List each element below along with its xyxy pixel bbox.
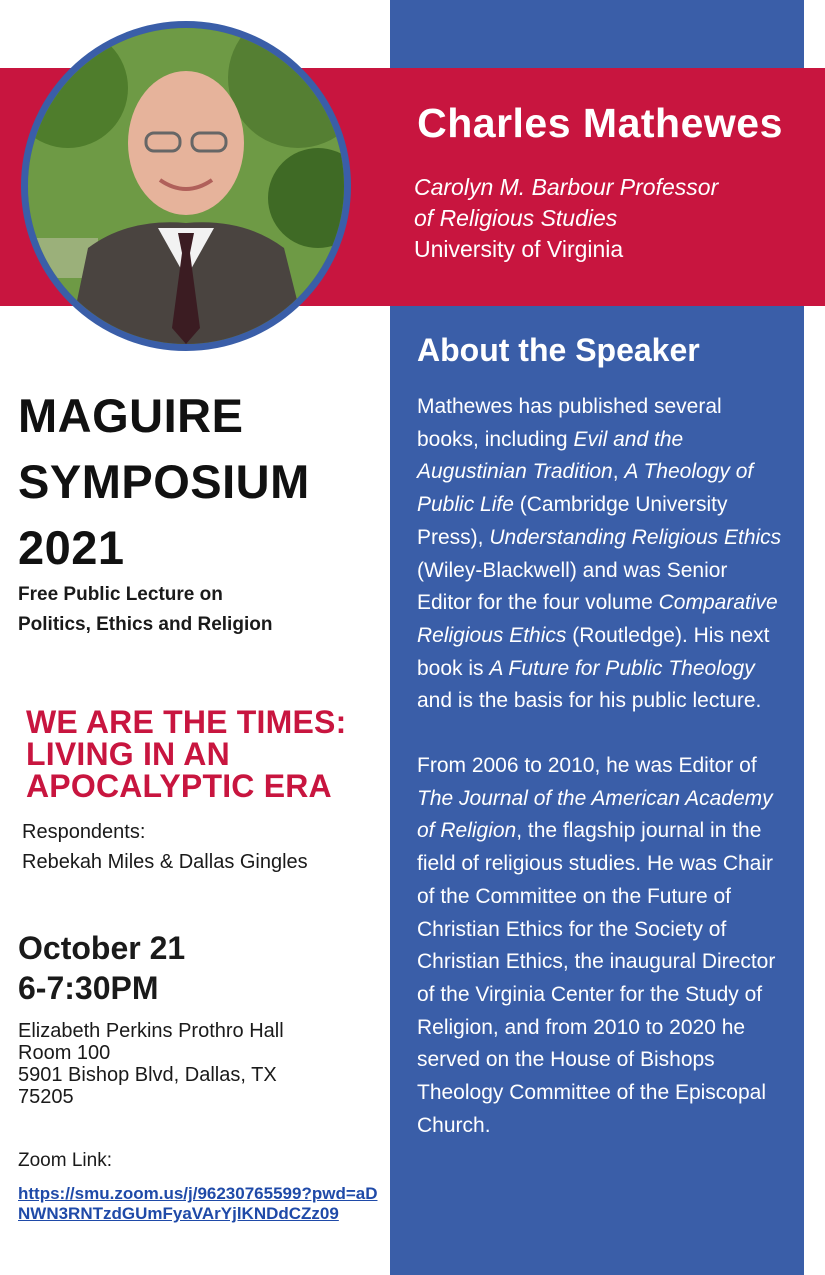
lecture-title-line3: APOCALYPTIC ERA bbox=[26, 768, 332, 804]
venue-line3: 5901 Bishop Blvd, Dallas, TX bbox=[18, 1064, 277, 1086]
respondents bbox=[22, 817, 308, 877]
speaker-name: Charles Mathewes bbox=[417, 100, 783, 146]
lecture-title bbox=[26, 706, 381, 802]
event-date: October 21 bbox=[18, 930, 186, 966]
speaker-title-line1: Carolyn M. Barbour Professor bbox=[414, 174, 719, 200]
respondents-names: Rebekah Miles & Dallas Gingles bbox=[22, 851, 308, 873]
speaker-title-line2: of Religious Studies bbox=[414, 205, 618, 231]
lecture-title-line2: LIVING IN AN bbox=[26, 736, 230, 772]
event-datetime bbox=[18, 928, 185, 1008]
venue-line1: Elizabeth Perkins Prothro Hall bbox=[18, 1020, 284, 1042]
speaker-affiliation: University of Virginia bbox=[414, 236, 624, 262]
event-subtitle bbox=[18, 580, 272, 640]
event-time: 6-7:30PM bbox=[18, 970, 159, 1006]
speaker-bio bbox=[417, 391, 787, 1142]
speaker-photo-illustration bbox=[28, 28, 344, 344]
event-subtitle-line1: Free Public Lecture on bbox=[18, 584, 223, 605]
zoom-label: Zoom Link: bbox=[18, 1150, 112, 1171]
zoom-link[interactable]: https://smu.zoom.us/j/96230765599?pwd=aDNWN3RNTzdGUmFyaVArYjlKNDdCZz09 bbox=[18, 1184, 378, 1223]
about-heading: About the Speaker bbox=[417, 332, 700, 368]
event-subtitle-line2: Politics, Ethics and Religion bbox=[18, 614, 273, 635]
speaker-photo bbox=[21, 21, 351, 351]
event-title-line1: MAGUIRE bbox=[18, 389, 244, 442]
event-title-line2: SYMPOSIUM bbox=[18, 455, 310, 508]
bio-paragraph-1: Mathewes has published several books, including Evil and the Augustinian Tradition, A Theology of Public Life (Cambridge University Press), Understanding Religious Ethics (Wiley-Blackwell) and was Senior Editor for the four volume Comparative Religious Ethics (Routledge). His next book is A Future for Public Theology and is the basis for his public lecture. bbox=[417, 395, 782, 713]
venue-line2: Room 100 bbox=[18, 1042, 111, 1064]
lecture-title-line1: WE ARE THE TIMES: bbox=[26, 704, 347, 740]
event-title bbox=[18, 383, 310, 581]
venue-line4: 75205 bbox=[18, 1086, 74, 1108]
respondents-label: Respondents: bbox=[22, 821, 146, 843]
event-venue bbox=[18, 1020, 378, 1108]
bio-paragraph-2: From 2006 to 2010, he was Editor of The Journal of the American Academy of Religion, the flagship journal in the field of religious studies. He was Chair of the Committee on the Future of Christian Ethics for the Society of Christian Ethics, the inaugural Director of the Virginia Center for the Study of Religion, and from 2010 to 2020 he served on the House of Bishops Theology Committee of the Episcopal Church. bbox=[417, 754, 776, 1137]
speaker-title bbox=[414, 172, 718, 265]
event-title-line3: 2021 bbox=[18, 521, 125, 574]
